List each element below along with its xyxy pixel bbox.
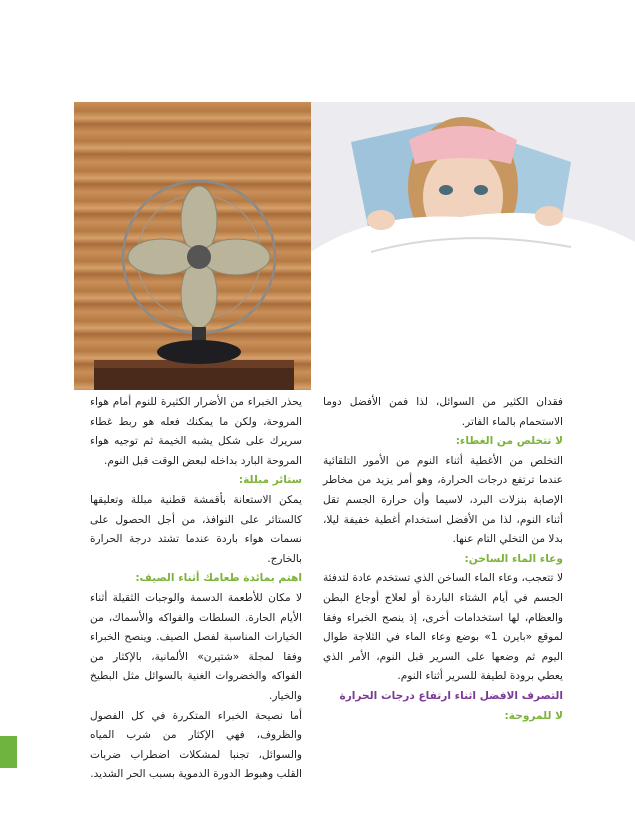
fan-photo — [74, 102, 311, 390]
section-heading: وعاء الماء الساخن: — [464, 552, 563, 565]
paragraph: لا مكان للأطعمة الدسمة والوجبات الثقيلة أثناء الأيام الحارة. السلطات والفواكه والأسماك، من الخيارات المناسبة لفصل الصيف. وينصح الخبراء وفقا لمجلة «شتيرن» الألمانية، بالإكثار من الفواكه والخضروات الغنية بالسوائل مثل البطيخ والخيار. — [90, 591, 302, 702]
article-column-left — [90, 393, 302, 785]
section-heading: لا للمروحة: — [504, 709, 563, 722]
paragraph: أما نصيحة الخبراء المتكررة في كل الفصول والظروف، فهي الإكثار من شرب المياه والسوائل، تجنبا لمشكلات اضطراب ضربات القلب وهبوط الدورة الدموية بسبب الحر الشديد. — [90, 709, 302, 781]
section-heading: لا تتخلص من الغطاء: — [455, 435, 563, 448]
girl-under-blanket-photo — [311, 102, 635, 390]
subtitle-heading: التصرف الافضل اثناء ارتفاع درجات الحرارة — [339, 689, 563, 702]
paragraph: يمكن الاستعانة بأقمشة قطنية مبللة وتعليقها كالستائر على النوافذ، من أجل الحصول على نسمات هواء باردة عندما تشتد درجة الحرارة بالخارج. — [90, 493, 302, 565]
paragraph: فقدان الكثير من السوائل، لذا فمن الأفضل دوما الاستحمام بالماء الفاتر. — [323, 396, 563, 428]
article-column-right — [323, 393, 563, 726]
paragraph: يحذر الخبراء من الأضرار الكثيرة للنوم أمام هواء المروحة، ولكن ما يمكنك فعله هو ربط غطاء سريرك على شكل يشبه الخيمة ثم توجيه هواء المروحة البارد بداخله لبعض الوقت قبل النوم. — [90, 396, 302, 467]
section-heading: ستائر مبللة: — [238, 474, 302, 487]
page-side-tab — [0, 736, 17, 768]
paragraph: التخلص من الأغطية أثناء النوم من الأمور التلقائية عندما ترتفع درجات الحرارة، وهو أمر يزيد من مخاطر الإصابة بنزلات البرد، لاسيما وأن حرارة الجسم تقل أثناء النوم، لذا من الأفضل استخدام أغطية خفيفة ليلا، بدلا من التخلي التام عنها. — [323, 454, 563, 546]
section-heading: اهتم بمائدة طعامك أثناء الصيف: — [135, 572, 302, 585]
paragraph: لا تتعجب، وعاء الماء الساخن الذي تستخدم عادة لتدفئة الجسم في أيام الشتاء الباردة أو لعلاج أوجاع البطن والعظام، لها استخدامات أخرى، إذ ينصح الخبراء وفقا لموقع «بايرن 1» بوضع وعاء الماء في الثلاجة طوال اليوم ثم وضعها على السرير قبل النوم، الأمر الذي يعطي برودة لطيفة للسرير أثناء النوم. — [323, 572, 563, 683]
